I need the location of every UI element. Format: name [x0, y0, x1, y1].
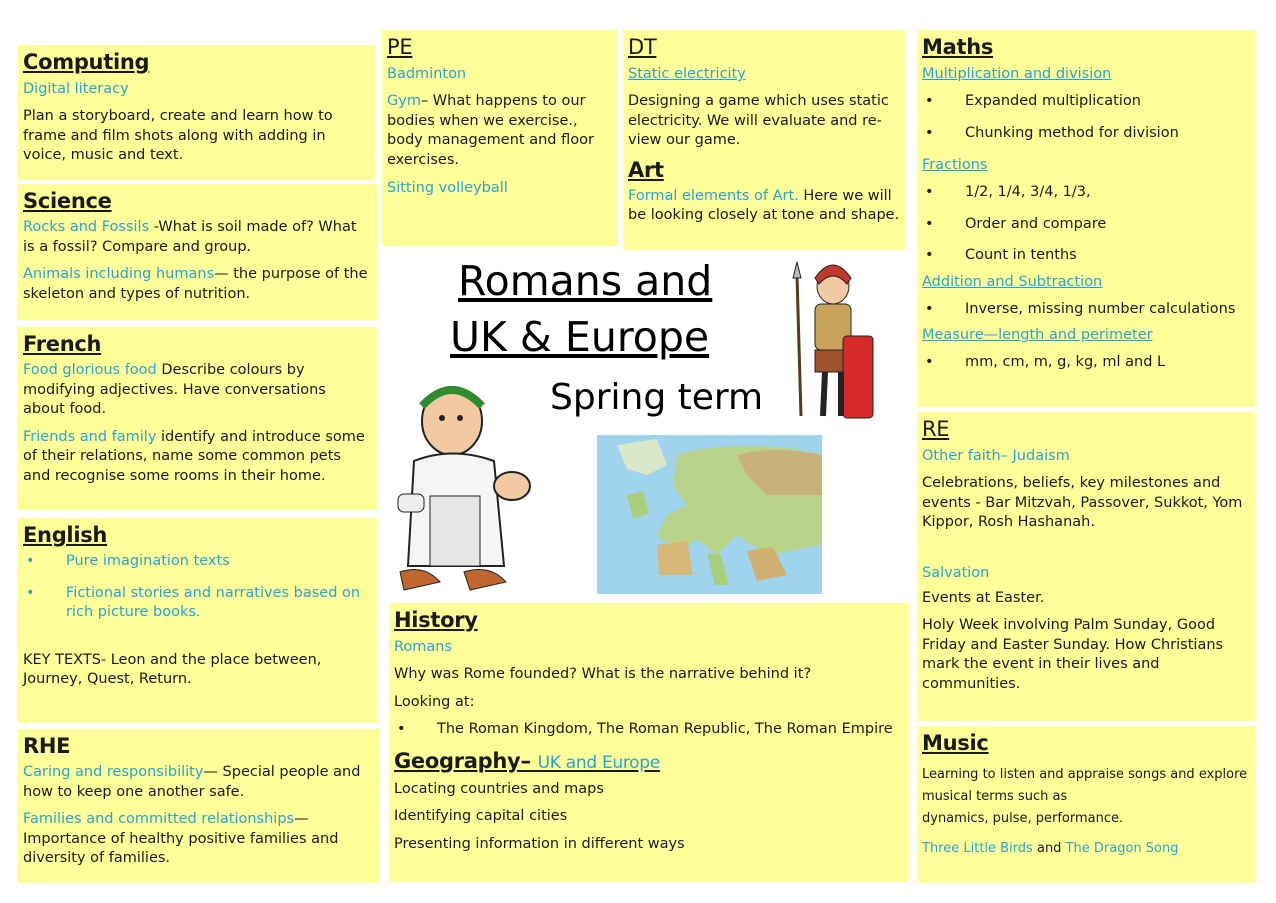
rhe-text-2: — Importance of healthy positive families and diversity of families. [23, 811, 339, 866]
pe-item-badminton: Badminton [387, 66, 467, 82]
pe-heading: PE [387, 35, 413, 59]
french-para-2 [23, 428, 372, 487]
music-song-1: Three Little Birds [922, 841, 1033, 856]
history-looking: Looking at: [394, 693, 475, 710]
dt-sub: Static electricity [628, 66, 746, 82]
science-text-2: — the purpose of the skeleton and types of nutrition. [23, 266, 368, 302]
rhe-topic-1: Caring and responsibility [23, 764, 204, 780]
french-topic-2: Friends and family [23, 428, 157, 445]
maths-sub-addition: Addition and Subtraction [922, 273, 1103, 290]
maths-bullet-6: • Inverse, missing number calculations [922, 300, 1250, 320]
french-heading: French [23, 332, 102, 356]
rhe-topic-2: Families and committed relationships [23, 811, 295, 827]
re-heading: RE [922, 417, 950, 441]
science-text-1: -What is soil made of? What is a fossil? Compare and group. [23, 219, 357, 255]
re-panel [917, 412, 1255, 721]
dt-heading: DT [628, 35, 657, 59]
roman-emperor-image [394, 376, 536, 598]
geography-heading-line [394, 748, 904, 776]
geography-sub: UK and Europe [537, 752, 660, 773]
rhe-panel [18, 729, 379, 883]
geography-item-1: Locating countries and maps [394, 780, 604, 797]
roman-soldier-image [785, 256, 880, 424]
rhe-heading: RHE [23, 734, 71, 758]
english-panel [18, 518, 377, 723]
maths-sub-fractions: Fractions [922, 157, 988, 173]
maths-bullet-5: • Count in tenths [922, 246, 1250, 266]
art-heading: Art [628, 157, 664, 182]
pe-item-gym [387, 92, 613, 170]
music-heading: Music [922, 731, 989, 755]
science-para-2 [23, 265, 372, 304]
science-panel [18, 184, 377, 320]
re-sub-salvation: Salvation [922, 564, 990, 581]
rhe-para-2 [23, 810, 374, 869]
geography-item-2: Identifying capital cities [394, 808, 568, 824]
music-songs [922, 838, 1250, 860]
english-key-texts: KEY TEXTS- Leon and the place between, Journey, Quest, Return. [23, 651, 322, 687]
geography-item-3: Presenting information in different ways [394, 835, 685, 852]
re-text-2: Events at Easter. [922, 589, 1045, 606]
dt-text: Designing a game which uses static electricity. We will evaluate and re-view our game. [628, 93, 889, 148]
maths-bullet-7: • mm, cm, m, g, kg, ml and L [922, 353, 1250, 373]
europe-map-image [597, 435, 822, 594]
science-topic-2: Animals including humans [23, 266, 215, 282]
history-heading: History [394, 608, 478, 632]
history-sub: Romans [394, 639, 453, 655]
science-heading: Science [23, 189, 112, 213]
re-text-3: Holy Week involving Palm Sunday, Good Friday and Easter Sunday. How Christians mark the event in their lives and communities. [922, 617, 1224, 692]
music-text-2: dynamics, pulse, performance. [922, 811, 1124, 826]
music-text-1: Learning to listen and appraise songs and explore musical terms such as [922, 767, 1248, 804]
history-panel [389, 603, 909, 882]
rhe-text-1: — Special people and how to keep one another safe. [23, 764, 361, 800]
french-text-2: identify and introduce some of their relations, name some common pets and recognise some rooms in their home. [23, 428, 365, 484]
computing-text: Plan a storyboard, create and learn how to frame and film shots along with adding in voice, music and text. [23, 108, 333, 163]
pe-panel [382, 30, 618, 246]
computing-heading: Computing [23, 50, 150, 74]
english-bullet-2: • Fictional stories and narratives based on rich picture books. [23, 584, 372, 623]
dt-panel [623, 30, 906, 250]
history-question: Why was Rome founded? What is the narrative behind it? [394, 666, 812, 682]
french-text-1: Describe colours by modifying adjectives. Have conversations about food. [23, 362, 326, 417]
maths-sub-multiplication: Multiplication and division [922, 66, 1112, 82]
french-panel [18, 327, 377, 510]
rhe-para-1 [23, 763, 374, 802]
science-para-1 [23, 218, 372, 257]
pe-gym-text: – What happens to our bodies when we exercise., body management and floor exercises. [387, 93, 594, 168]
maths-sub-measure: Measure—length and perimeter [922, 327, 1153, 343]
re-sub-judaism: Other faith– Judaism [922, 448, 1070, 464]
english-bullet-1: • Pure imagination texts [23, 552, 372, 572]
computing-sub: Digital literacy [23, 81, 129, 97]
music-panel [917, 726, 1255, 883]
pe-item-volleyball: Sitting volleyball [387, 180, 508, 196]
music-and: and [1032, 841, 1066, 856]
maths-bullet-1: • Expanded multiplication [922, 92, 1250, 112]
maths-heading: Maths [922, 35, 994, 59]
music-song-2: The Dragon Song [1065, 841, 1179, 856]
pe-gym-label: Gym [387, 93, 421, 109]
maths-bullet-2: • Chunking method for division [922, 124, 1250, 144]
french-para-1 [23, 361, 372, 420]
maths-panel [917, 30, 1255, 407]
art-topic: Formal elements of Art. [628, 187, 799, 204]
re-text-1: Celebrations, beliefs, key milestones and events - Bar Mitzvah, Passover, Sukkot, Yom Kippor, Rosh Hashanah. [922, 475, 1243, 530]
page-title-line-2: UK & Europe [450, 313, 710, 361]
page-title-line-1: Romans and [458, 257, 713, 305]
maths-bullet-4: • Order and compare [922, 215, 1250, 235]
geography-heading: Geography– [394, 748, 531, 773]
history-bullet: • The Roman Kingdom, The Roman Republic, The Roman Empire [394, 720, 904, 740]
science-topic-1: Rocks and Fossils [23, 219, 150, 235]
computing-panel [18, 45, 375, 180]
art-text [628, 187, 901, 226]
page-subtitle: Spring term [550, 377, 764, 418]
art-desc: Here we will be looking closely at tone and shape. [628, 187, 900, 223]
maths-bullet-3: • 1/2, 1/4, 3/4, 1/3, [922, 183, 1250, 203]
french-topic-1: Food glorious food [23, 362, 157, 378]
english-heading: English [23, 523, 108, 547]
